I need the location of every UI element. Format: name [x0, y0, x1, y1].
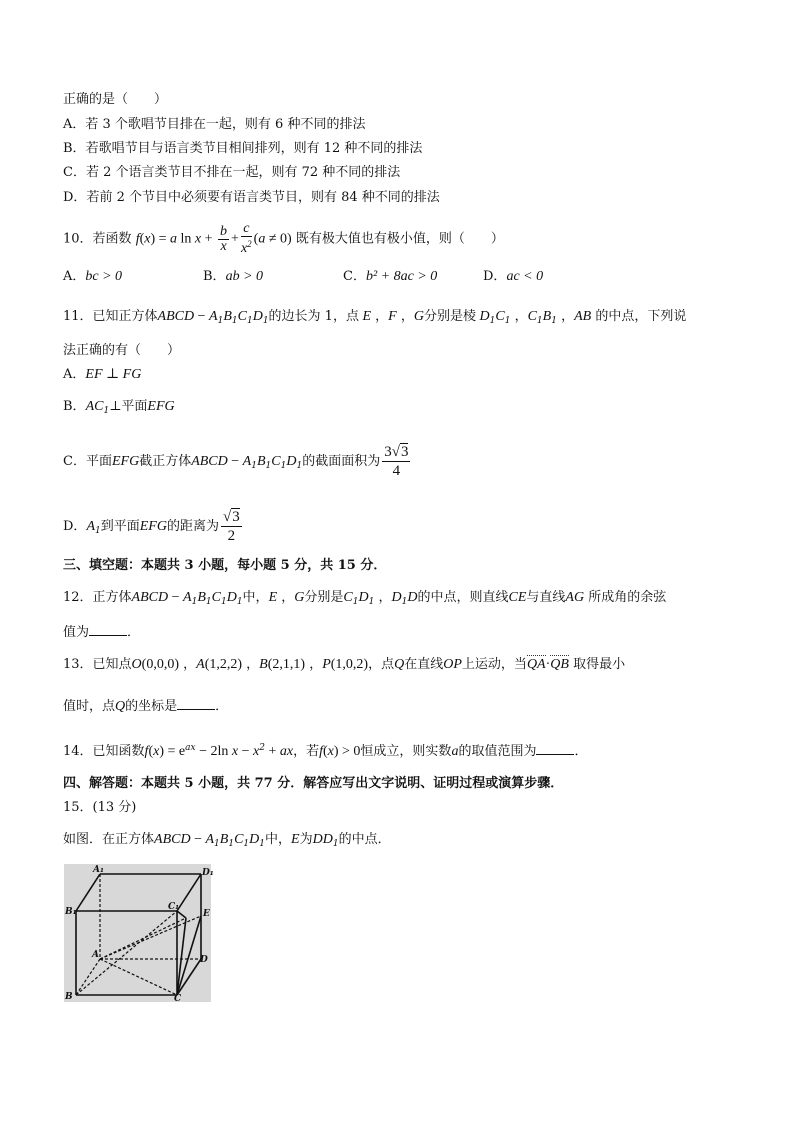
q9-option-d: D．若前 2 个节目中必须要有语言类节目，则有 84 种不同的排法 [63, 190, 440, 205]
q10-option-c: C．b² + 8ac > 0 [343, 269, 438, 284]
section3-title: 三、填空题：本题共 3 小题，每小题 5 分，共 15 分． [63, 558, 387, 573]
label-a1: A₁ [93, 865, 104, 875]
cube-figure [64, 864, 214, 1004]
answer-blank[interactable] [177, 697, 215, 710]
q12-line1: 12．正方体ABCD − $A_1B_1C_1D_1$中，E ，G分别是$C_1D_1$ ，$D_1D$的中点，则直线CE与直线AG 所成角的余弦 [63, 590, 667, 607]
answer-blank[interactable] [89, 623, 127, 636]
label-c1: C₁ [168, 902, 180, 912]
q9-option-c: C．若 2 个语言类节目不排在一起，则有 72 种不同的排法 [63, 165, 401, 180]
q15-stem: 如图．在正方体ABCD − $A_1B_1C_1D_1$中，E为$DD_1$的中点． [63, 832, 391, 849]
q9-option-b: B．若歌唱节目与语言类节目相间排列，则有 12 种不同的排法 [63, 141, 423, 156]
q10-stem: 10．若函数 f(x) = a ln x + $\frac{b}{x}$ + $\frac{c}{x^2}$ (a ≠ 0) 既有极大值也有极小值，则（ ） [63, 221, 504, 256]
q10-option-d: D．ac < 0 [483, 269, 544, 284]
label-a: A [92, 950, 99, 960]
q14-line: 14．已知函数$f(x) = e^{ax} - 2\ln$ $x - x^2$ + ax，若f(x) > 0恒成立，则实数a的取值范围为 ． [63, 743, 588, 759]
q11-stem-line1: 11．已知正方体ABCD − $A_1B_1C_1D_1$的边长为 1，点 E ，F ，G分别是棱 $D_1C_1$ ，$C_1B_1$ ，AB 的中点，下列说 [63, 309, 687, 326]
label-e: E [203, 909, 210, 919]
q11-option-a: A．EF ⊥ FG [63, 367, 142, 382]
q15-head: 15．(13 分) [63, 800, 137, 815]
q10-option-b: B．ab > 0 [203, 269, 264, 284]
q9-option-a: A．若 3 个歌唱节目排在一起，则有 6 种不同的排法 [63, 117, 366, 132]
q11-option-d: D．$A_1$到平面EFG的距离为 $\frac{√3}{2}$ [63, 509, 240, 544]
q11-option-c: C．平面EFG截正方体ABCD − $A_1B_1C_1D_1$的截面面积为 $\frac{3√3}{4}$ [63, 444, 409, 479]
q9-stem-tail: 正确的是（ ） [63, 92, 168, 107]
label-c: C [174, 994, 182, 1004]
area-fraction: $\frac{3√3}{4}$ [384, 444, 409, 479]
q11-option-b: B．$AC_1\perp$平面EFG [63, 399, 175, 416]
q10-options [63, 268, 543, 286]
cube-diagram [64, 864, 214, 1004]
q12-line2: 值为 ． [63, 625, 141, 640]
label-b: B [65, 992, 73, 1002]
label-b1: B₁ [65, 907, 77, 917]
q13-line2: 值时，点Q的坐标是 ． [63, 699, 229, 714]
q11-stem-line2: 法正确的有（ ） [63, 343, 181, 358]
section4-title: 四、解答题：本题共 5 小题，共 77 分．解答应写出文字说明、证明过程或演算步骤． [63, 776, 564, 791]
q10-option-a: A．bc > 0 [63, 269, 123, 284]
label-d: D [200, 955, 208, 965]
distance-fraction: $\frac{√3}{2}$ [222, 509, 240, 544]
label-d1: D₁ [202, 868, 214, 878]
answer-blank[interactable] [536, 742, 574, 755]
q13-line1: 13．已知点O(0,0,0) ，A(1,2,2) ，B(2,1,1) ，P(1,0,2)，点Q在直线OP上运动，当QA·QB 取得最小 [63, 657, 626, 672]
